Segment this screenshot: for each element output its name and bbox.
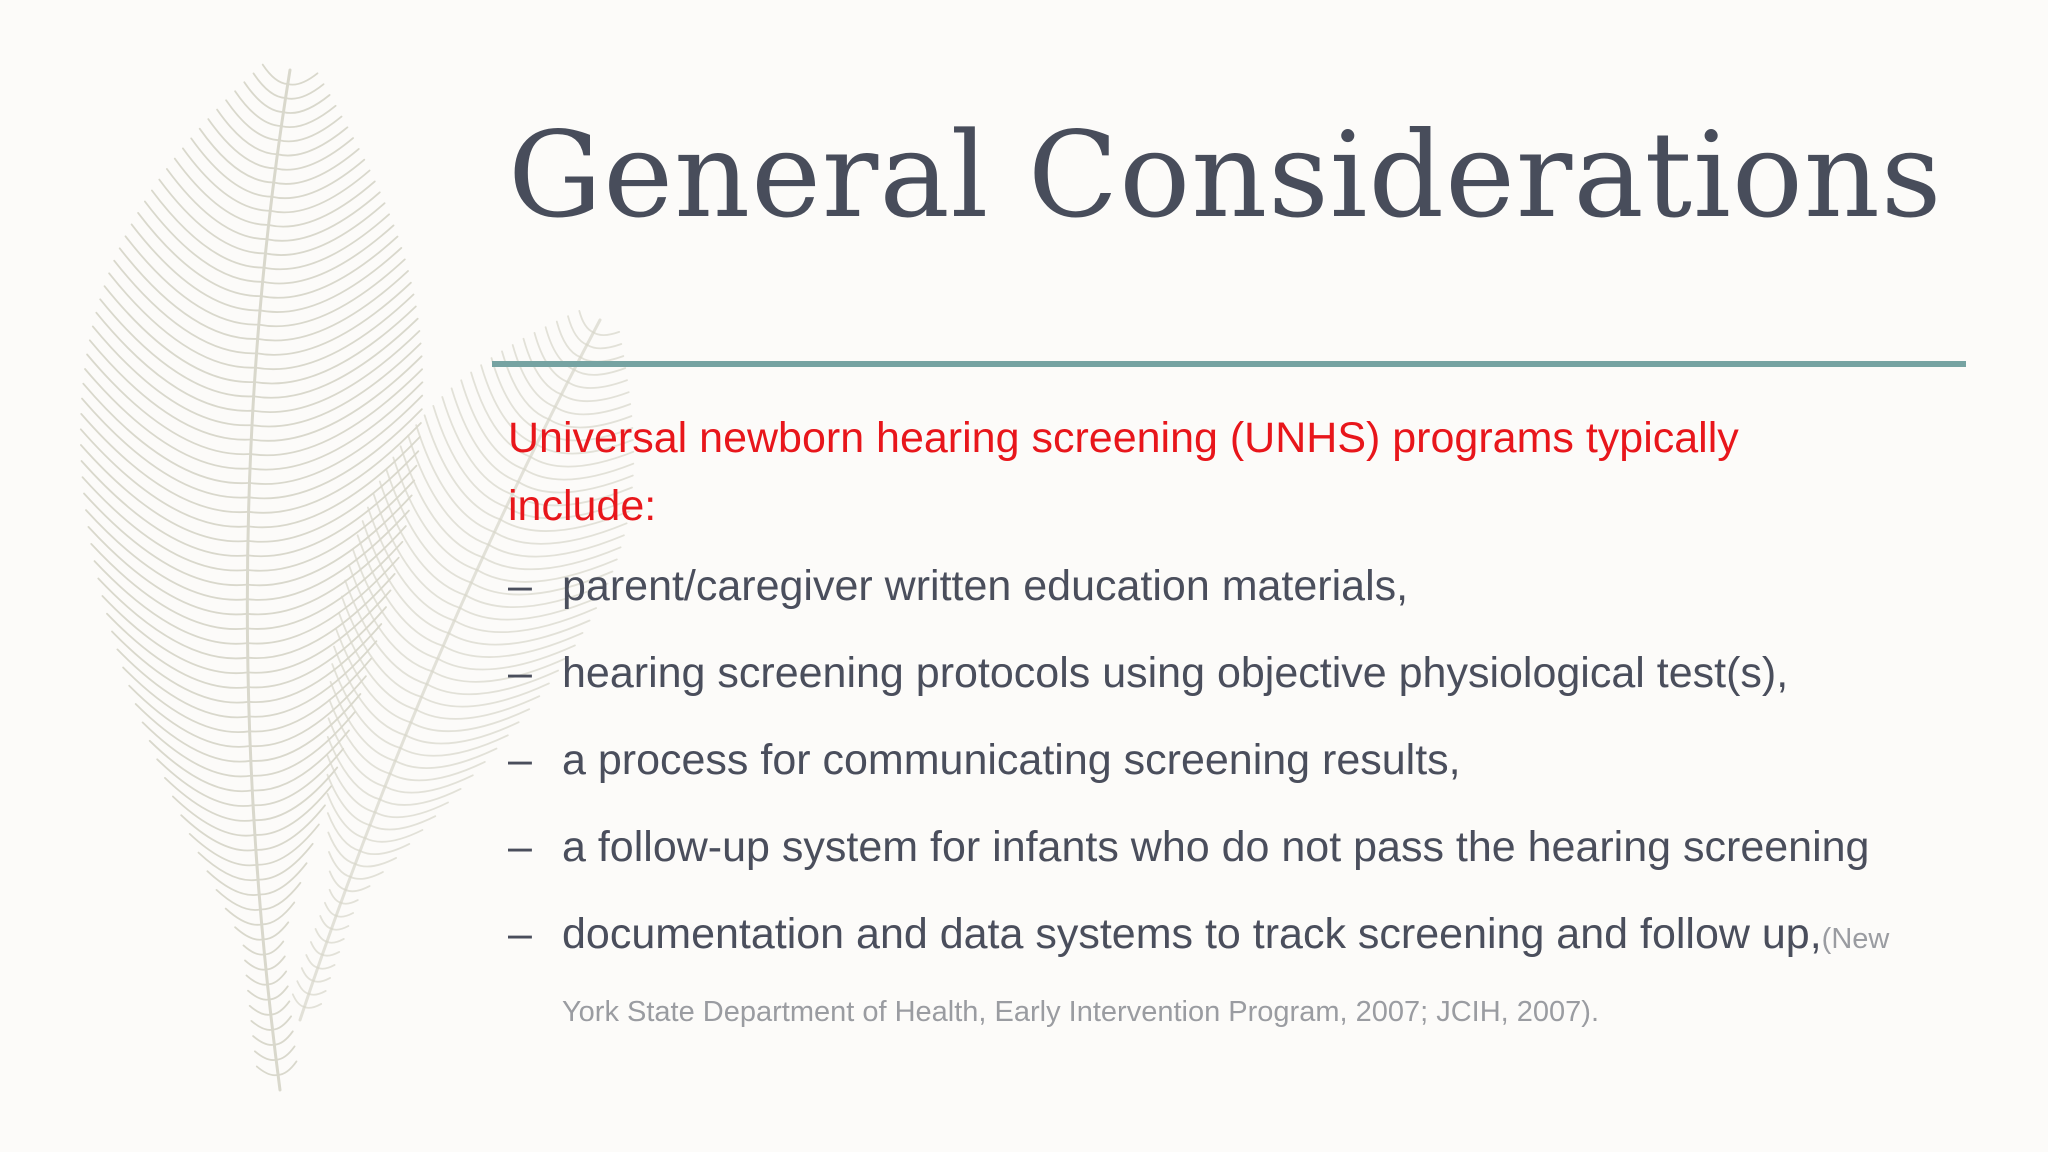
- intro-text: Universal newborn hearing screening (UNHS) programs typically include:: [508, 414, 1739, 530]
- title-divider: [492, 361, 1966, 367]
- slide-content: [508, 404, 1948, 1065]
- bullet-marker: –: [508, 910, 532, 958]
- slide-title: General Considerations: [508, 106, 1943, 244]
- bullet-item: [508, 552, 1902, 620]
- bullet-marker: –: [508, 562, 532, 610]
- bullet-item: [508, 900, 1902, 1046]
- bullet-text: hearing screening protocols using objective physiological test(s),: [562, 649, 1789, 697]
- bullet-marker: –: [508, 823, 532, 871]
- bullet-item: [508, 813, 1902, 881]
- bullet-text: parent/caregiver written education materials,: [562, 562, 1409, 610]
- bullet-text: a follow-up system for infants who do not pass the hearing screening: [562, 823, 1870, 871]
- bullet-marker: –: [508, 736, 532, 784]
- bullet-text: a process for communicating screening results,: [562, 736, 1461, 784]
- bullet-item: [508, 639, 1902, 707]
- bullet-list: [508, 552, 1948, 1046]
- bullet-item: [508, 726, 1902, 794]
- bullet-text: documentation and data systems to track screening and follow up,: [562, 910, 1822, 958]
- citation-text: (New York State Department of Health, Early Intervention Program, 2007; JCIH, 2007).: [562, 923, 1890, 1028]
- bullet-marker: –: [508, 649, 532, 697]
